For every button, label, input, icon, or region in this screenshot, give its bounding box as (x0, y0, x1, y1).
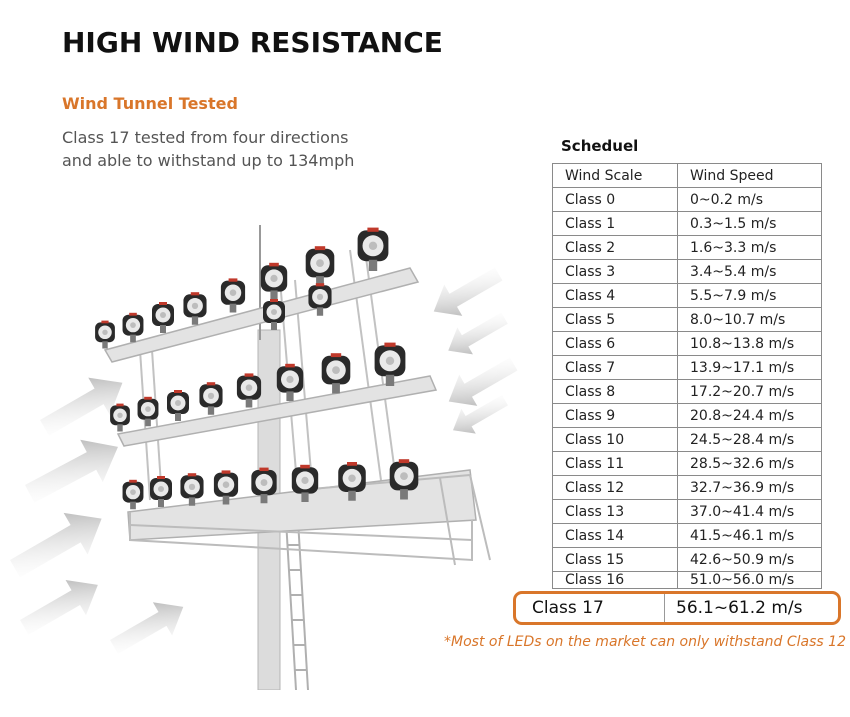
column-header: Wind Scale (553, 164, 678, 188)
wind-arrow-icon (425, 258, 520, 442)
wind-scale-table (552, 163, 822, 589)
cell-scale: Class 0 (553, 188, 678, 212)
description (62, 126, 422, 172)
cell-speed: 0~0.2 m/s (678, 188, 822, 212)
table-row (553, 356, 822, 380)
cell-speed: 8.0~10.7 m/s (678, 308, 822, 332)
table-row (553, 476, 822, 500)
page-title: HIGH WIND RESISTANCE (62, 26, 443, 59)
cell-speed: 0.3~1.5 m/s (678, 212, 822, 236)
cell-scale: Class 5 (553, 308, 678, 332)
cell-speed: 1.6~3.3 m/s (678, 236, 822, 260)
cell-speed: 51.0~56.0 m/s (678, 572, 822, 589)
cell-speed: 28.5~32.6 m/s (678, 452, 822, 476)
cell-speed: 37.0~41.4 m/s (678, 500, 822, 524)
high-mast-led-floodlight-tower-icon (0, 210, 520, 690)
table-row (553, 452, 822, 476)
cell-speed: 42.6~50.9 m/s (678, 548, 822, 572)
class-17-highlight (513, 591, 841, 625)
table-row (553, 332, 822, 356)
cell-scale: Class 16 (553, 572, 678, 589)
cell-speed: 3.4~5.4 m/s (678, 260, 822, 284)
cell-scale: Class 9 (553, 404, 678, 428)
cell-scale: Class 6 (553, 332, 678, 356)
cell-speed: 5.5~7.9 m/s (678, 284, 822, 308)
highlight-divider (664, 594, 665, 622)
cell-scale: Class 12 (553, 476, 678, 500)
cell-scale: Class 2 (553, 236, 678, 260)
table-row (553, 548, 822, 572)
cell-speed: 10.8~13.8 m/s (678, 332, 822, 356)
cell-speed: 24.5~28.4 m/s (678, 428, 822, 452)
table-row (553, 404, 822, 428)
cell-scale: Class 8 (553, 380, 678, 404)
cell-speed: 41.5~46.1 m/s (678, 524, 822, 548)
table-row (553, 260, 822, 284)
highlight-speed: 56.1~61.2 m/s (676, 598, 803, 618)
table-row (553, 284, 822, 308)
cell-scale: Class 1 (553, 212, 678, 236)
description-line: and able to withstand up to 134mph (62, 151, 355, 170)
cell-speed: 13.9~17.1 m/s (678, 356, 822, 380)
cell-scale: Class 4 (553, 284, 678, 308)
table-row (553, 428, 822, 452)
column-header: Wind Speed (678, 164, 822, 188)
table-row (553, 380, 822, 404)
table-row (553, 212, 822, 236)
cell-scale: Class 3 (553, 260, 678, 284)
cell-scale: Class 14 (553, 524, 678, 548)
schedule-title: Scheduel (561, 137, 639, 155)
table-row (553, 236, 822, 260)
cell-speed: 32.7~36.9 m/s (678, 476, 822, 500)
cell-speed: 17.2~20.7 m/s (678, 380, 822, 404)
table-row (553, 572, 822, 589)
cell-scale: Class 10 (553, 428, 678, 452)
cell-scale: Class 7 (553, 356, 678, 380)
table-row (553, 500, 822, 524)
table-row (553, 308, 822, 332)
footnote: *Most of LEDs on the market can only withstand Class 12 (444, 634, 846, 650)
section-subtitle: Wind Tunnel Tested (62, 94, 238, 113)
table-row (553, 188, 822, 212)
table-header-row (553, 164, 822, 188)
highlight-scale: Class 17 (532, 598, 604, 618)
cell-scale: Class 11 (553, 452, 678, 476)
cell-scale: Class 15 (553, 548, 678, 572)
description-line: Class 17 tested from four directions (62, 128, 349, 147)
table-row (553, 524, 822, 548)
cell-scale: Class 13 (553, 500, 678, 524)
cell-speed: 20.8~24.4 m/s (678, 404, 822, 428)
